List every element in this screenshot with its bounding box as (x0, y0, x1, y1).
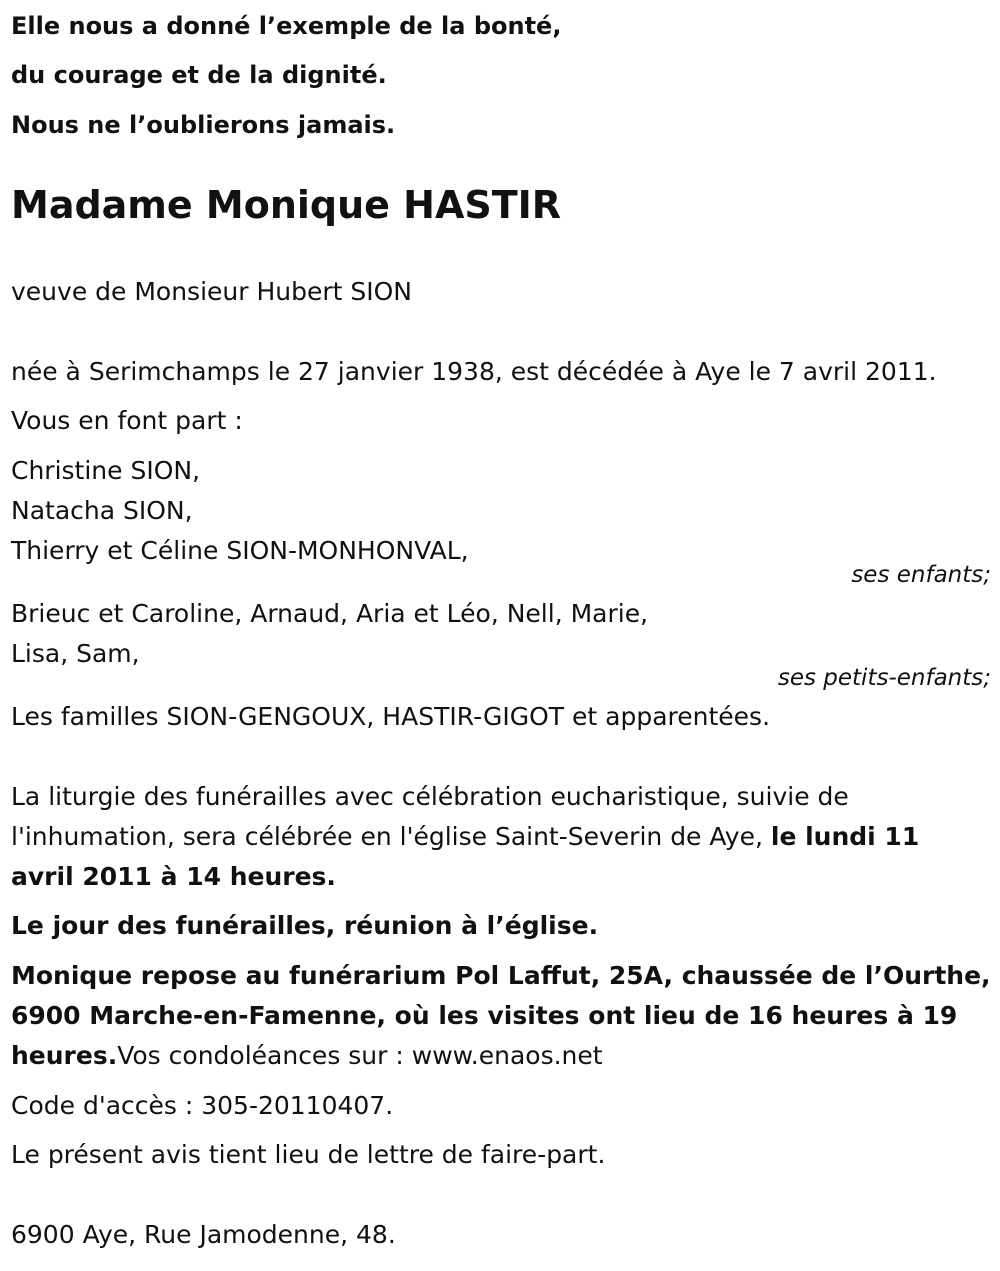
visit-hours-end: heures. (11, 1041, 118, 1070)
funerarium-line-2: 6900 Marche-en-Famenne, où les visites ont lieu de 16 heures à 19 (11, 1001, 958, 1030)
intro-line-2: du courage et de la dignité. (11, 61, 387, 89)
child-3: Thierry et Céline SION-MONHONVAL, (11, 536, 469, 565)
liturgy-line-3: avril 2011 à 14 heures. (11, 862, 336, 891)
condolences-link: Vos condoléances sur : www.enaos.net (117, 1041, 603, 1070)
announce-line: Vous en font part : (11, 406, 243, 435)
liturgy-place: l'inhumation, sera célébrée en l'église Saint-Severin de Aye, (11, 822, 763, 851)
child-2: Natacha SION, (11, 496, 193, 525)
grandchildren-line-2: Lisa, Sam, (11, 639, 140, 668)
address-line: 6900 Aye, Rue Jamodenne, 48. (11, 1220, 396, 1249)
grandchildren-line-1: Brieuc et Caroline, Arnaud, Aria et Léo, Nell, Marie, (11, 599, 649, 628)
liturgy-date: le lundi 11 (770, 822, 920, 851)
deceased-name: Madame Monique HASTIR (11, 183, 562, 227)
grandchildren-role: ses petits-enfants; (777, 665, 991, 691)
birth-death-line: née à Serimchamps le 27 janvier 1938, est décédée à Aye le 7 avril 2011. (11, 357, 937, 386)
spouse-line: veuve de Monsieur Hubert SION (11, 277, 413, 306)
liturgy-line-2 (11, 821, 919, 853)
funerarium-line-3 (11, 1040, 603, 1072)
child-1: Christine SION, (11, 456, 201, 485)
children-role: ses enfants; (851, 562, 991, 588)
meeting-line: Le jour des funérailles, réunion à l’église. (11, 911, 599, 940)
liturgy-line-1: La liturgie des funérailles avec célébration eucharistique, suivie de (11, 782, 849, 811)
intro-line-3: Nous ne l’oublierons jamais. (11, 111, 396, 139)
notice-line: Le présent avis tient lieu de lettre de faire-part. (11, 1140, 606, 1169)
funerarium-line-1: Monique repose au funérarium Pol Laffut, 25A, chaussée de l’Ourthe, (11, 961, 991, 990)
families-line: Les familles SION-GENGOUX, HASTIR-GIGOT et apparentées. (11, 702, 771, 731)
intro-line-1: Elle nous a donné l’exemple de la bonté, (11, 12, 562, 40)
access-code-line: Code d'accès : 305-20110407. (11, 1091, 394, 1120)
